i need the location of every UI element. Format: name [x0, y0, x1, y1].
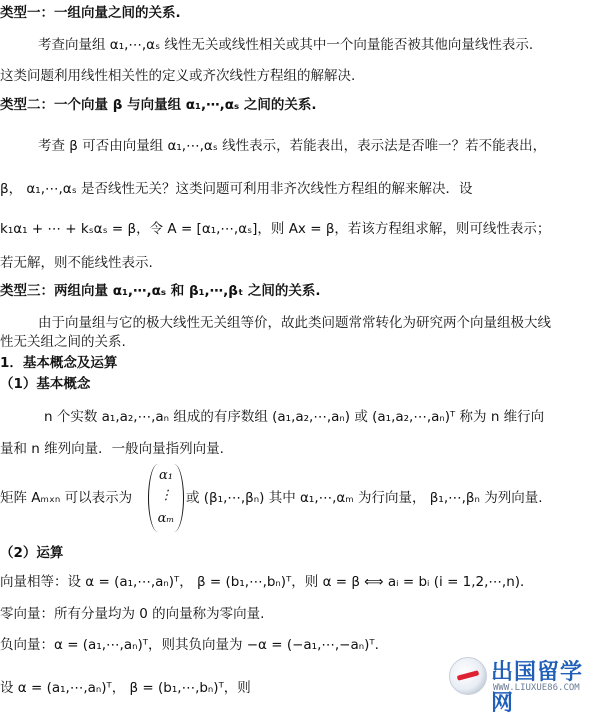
paragraph-line: β， α₁,⋯,αₛ 是否线性无关？这类问题可利用非齐次线性方程组的解来解决．设: [0, 181, 473, 197]
paragraph-line: 若无解，则不能线性表示.: [0, 255, 153, 271]
paragraph-line: 性无关组之间的关系.: [0, 334, 126, 350]
paragraph-line: 这类问题利用线性相关性的定义或齐次线性方程组的解解决.: [0, 68, 356, 84]
paragraph-line: n 个实数 a₁,a₂,⋯,aₙ 组成的有序数组 (a₁,a₂,⋯,aₙ) 或 (a₁,a₂,⋯,aₙ)ᵀ 称为 n 维行向: [44, 409, 545, 425]
matrix-entry-bottom: αₘ: [157, 511, 175, 526]
subsection-title: （2）运算: [0, 545, 64, 561]
matrix-description: 或 (β₁,⋯,βₙ) 其中 α₁,⋯,αₘ 为行向量， β₁,⋯,βₙ 为列向量.: [186, 490, 543, 506]
paragraph-line: 向量相等：设 α = (a₁,⋯,aₙ)ᵀ， β = (b₁,⋯,bₙ)ᵀ，则 α = β ⟺ aᵢ = bᵢ (i = 1,2,⋯,n)．: [0, 574, 534, 590]
matrix-entry-top: α₁: [159, 468, 173, 483]
paragraph-line: 由于向量组与它的极大线性无关组等价，故此类问题常常转化为研究两个向量组极大线: [38, 315, 551, 331]
watermark-url: WWW.LIUXUE86.COM: [493, 683, 580, 693]
heading-type-three: 类型三：两组向量 α₁,⋯,αₛ 和 β₁,⋯,βₜ 之间的关系.: [0, 283, 321, 299]
site-watermark: [449, 653, 605, 716]
heading-type-two: 类型二：一个向量 β 与向量组 α₁,⋯,αₛ 之间的关系.: [0, 97, 317, 113]
matrix-entry-dots: ⋮: [159, 488, 173, 503]
paragraph-line: k₁α₁ + ⋯ + kₛαₛ = β，令 A = [α₁,⋯,αₛ]，则 Ax = β，若该方程组求解，则可线性表示；: [0, 221, 551, 237]
paragraph-line: 考查向量组 α₁,⋯,αₛ 线性无关或线性相关或其中一个向量能否被其他向量线性表示.: [38, 37, 534, 53]
watermark-name: 出国留学网: [491, 660, 584, 716]
paragraph-line: 量和 n 维列向量．一般向量指列向量.: [0, 441, 224, 457]
heading-type-one: 类型一：一组向量之间的关系.: [0, 5, 181, 21]
paragraph-line: 考查 β 可否由向量组 α₁,⋯,αₛ 线性表示，若能表出，表示法是否唯一？若不能表出，: [38, 138, 547, 154]
paragraph-line: 零向量：所有分量均为 0 的向量称为零向量.: [0, 606, 265, 622]
paragraph-line: 设 α = (a₁,⋯,aₙ)ᵀ， β = (b₁,⋯,bₙ)ᵀ，则: [0, 680, 251, 696]
column-matrix: [148, 464, 184, 532]
matrix-intro-text: 矩阵 Aₘₓₙ 可以表示为: [0, 490, 133, 506]
globe-logo-icon: [449, 657, 487, 695]
paragraph-line: 负向量：α = (a₁,⋯,aₙ)ᵀ，则其负向量为 −α = (−a₁,⋯,−aₙ)ᵀ.: [0, 637, 379, 653]
subsection-title: （1）基本概念: [0, 376, 91, 392]
section-title: 1．基本概念及运算: [0, 355, 118, 371]
